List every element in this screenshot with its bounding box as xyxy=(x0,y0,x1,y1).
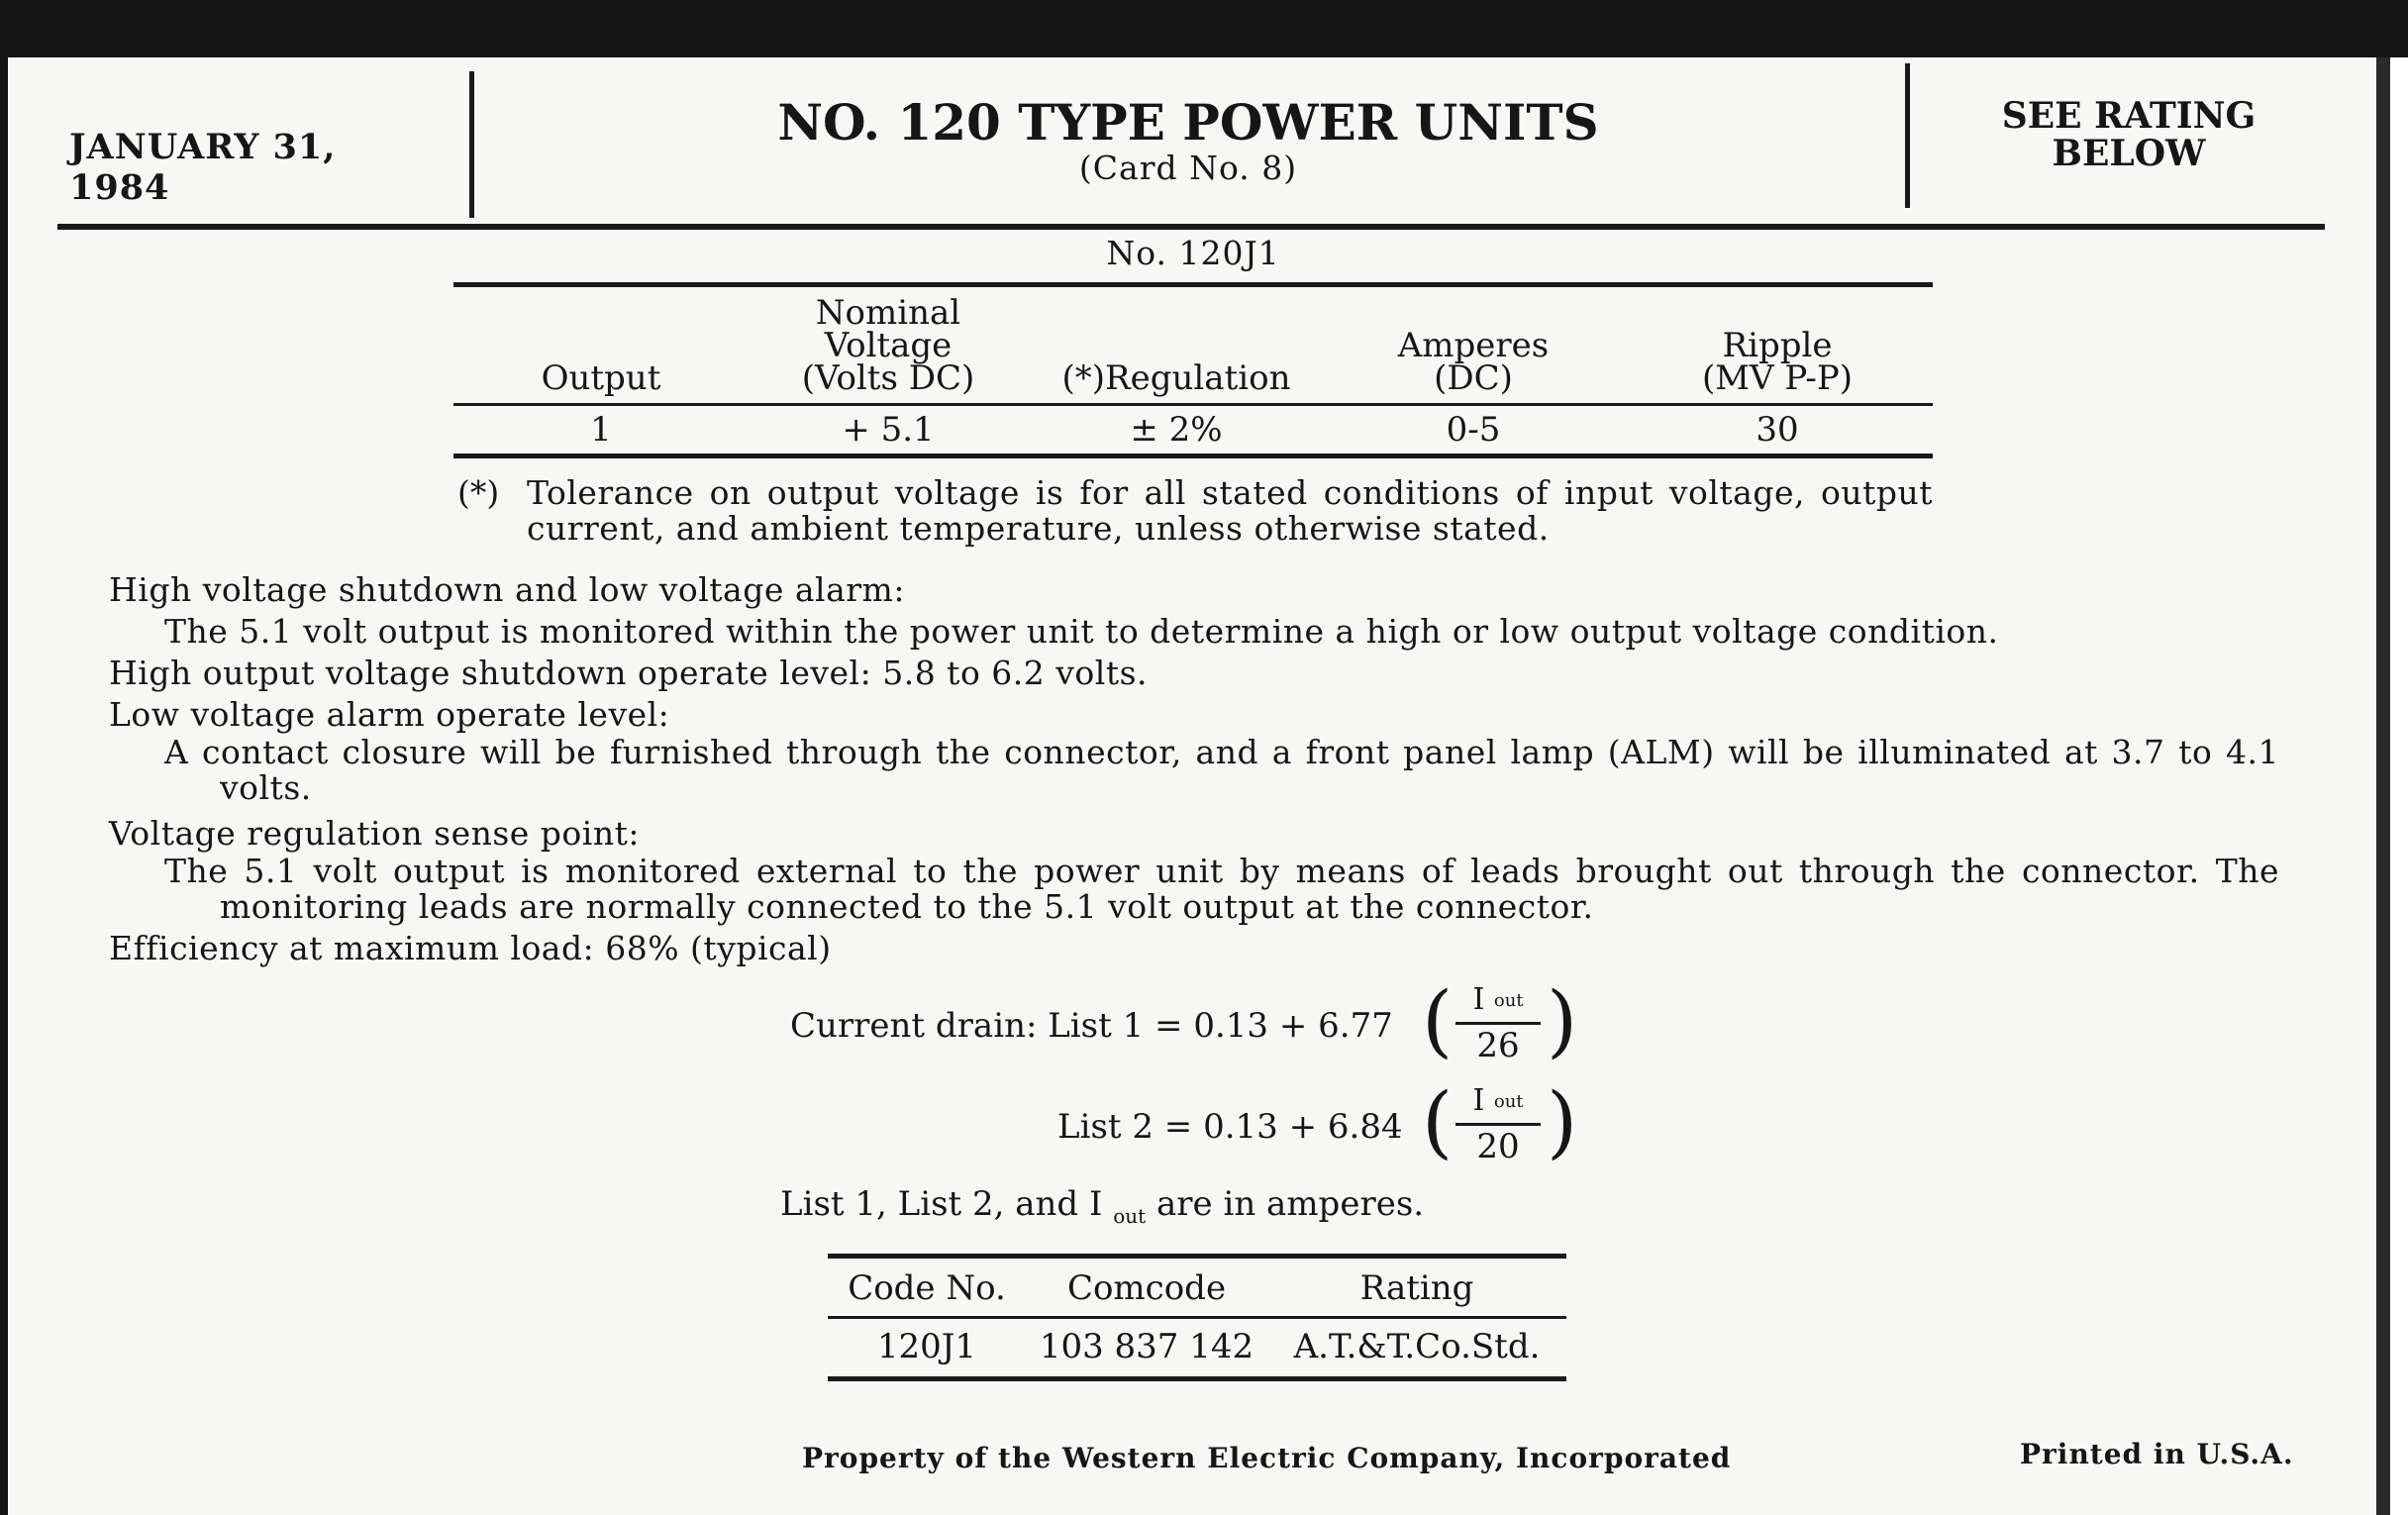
code-cell: A.T.&T.Co.Std. xyxy=(1293,1327,1541,1366)
alarm-text: A contact closure will be furnished through the connector, and a front panel lamp (ALM) will be illuminated at 3.7 to 4.1 volts. xyxy=(164,733,2279,807)
sense-text: The 5.1 volt output is monitored external to the power unit by means of leads brought out through the connector. The monitoring leads are normally connected to the 5.1 volt output at the connector. xyxy=(164,852,2279,926)
issue-date: JANUARY 31, 1984 xyxy=(69,127,337,208)
code-col-header: Rating xyxy=(1359,1268,1474,1308)
spec-table-caption: No. 120J1 xyxy=(1106,234,1280,272)
code-cell: 120J1 xyxy=(876,1327,977,1366)
right-paren: ) xyxy=(1547,974,1578,1066)
tolerance-note xyxy=(457,475,1933,547)
formula-list1-fraction xyxy=(1422,974,1580,1071)
efficiency: Efficiency at maximum load: 68% (typical) xyxy=(109,929,832,967)
card-edge xyxy=(2376,57,2408,1515)
shutdown-heading: High voltage shutdown and low voltage alarm: xyxy=(109,570,905,609)
note-text: Tolerance on output voltage is for all stated conditions of input voltage, output current, and ambient temperature, unless otherwise stated. xyxy=(527,473,1933,548)
rating-note: SEE RATING BELOW xyxy=(2001,95,2257,174)
property-notice: Property of the Western Electric Company, Incorporated xyxy=(802,1442,1732,1474)
sense-heading: Voltage regulation sense point: xyxy=(109,814,640,853)
table-row xyxy=(453,405,1933,456)
spec-col-header: Amperes (DC) xyxy=(1397,326,1550,398)
code-table xyxy=(828,1254,1566,1381)
header-divider-right xyxy=(1905,63,1910,208)
card-number: (Card No. 8) xyxy=(1078,149,1298,187)
header-rule xyxy=(57,224,2325,230)
fraction-bar xyxy=(1455,1123,1541,1126)
spec-cell: 1 xyxy=(590,410,612,450)
note-mark: (*) xyxy=(457,473,500,512)
alarm-heading: Low voltage alarm operate level: xyxy=(109,695,670,734)
fraction-denominator: 20 xyxy=(1476,1127,1520,1166)
shutdown-text: The 5.1 volt output is monitored within the power unit to determine a high or low output voltage condition. xyxy=(164,612,1999,651)
fraction-denominator: 26 xyxy=(1476,1026,1520,1065)
fraction-numerator: I $_{out}$ xyxy=(1472,982,1524,1017)
code-col-header: Comcode xyxy=(1066,1268,1227,1308)
spec-cell: 0-5 xyxy=(1446,410,1501,450)
left-paren: ( xyxy=(1422,1075,1454,1167)
formula-list1: Current drain: List 1 = 0.13 + 6.77 xyxy=(790,1006,1393,1046)
spec-cell: + 5.1 xyxy=(842,410,935,450)
shutdown-level: High output voltage shutdown operate level: 5.8 to 6.2 volts. xyxy=(109,654,1149,692)
spec-cell: ± 2% xyxy=(1130,410,1223,450)
spec-col-header: Ripple (MV P-P) xyxy=(1701,326,1854,398)
table-row xyxy=(828,1318,1566,1379)
printed-notice: Printed in U.S.A. xyxy=(2020,1438,2294,1470)
document-title: NO. 120 TYPE POWER UNITS xyxy=(777,93,1599,152)
left-paren: ( xyxy=(1422,974,1454,1066)
fraction-numerator: I $_{out}$ xyxy=(1472,1083,1524,1118)
units-note: List 1, List 2, and I $_{out}$ are in amperes. xyxy=(780,1184,1425,1228)
formula-list2-fraction xyxy=(1422,1075,1580,1172)
code-col-header: Code No. xyxy=(848,1268,1006,1308)
right-paren: ) xyxy=(1547,1075,1578,1167)
fraction-bar xyxy=(1455,1022,1541,1025)
spec-col-header: Nominal Voltage (Volts DC) xyxy=(801,293,975,398)
code-cell: 103 837 142 xyxy=(1039,1327,1254,1366)
spec-col-header: (*)Regulation xyxy=(1061,358,1291,398)
spec-table xyxy=(453,234,1933,458)
spec-col-header: Output xyxy=(541,358,661,398)
spec-cell: 30 xyxy=(1756,410,1799,450)
header-divider-left xyxy=(469,71,474,218)
formula-list2: List 2 = 0.13 + 6.84 xyxy=(1057,1107,1403,1147)
